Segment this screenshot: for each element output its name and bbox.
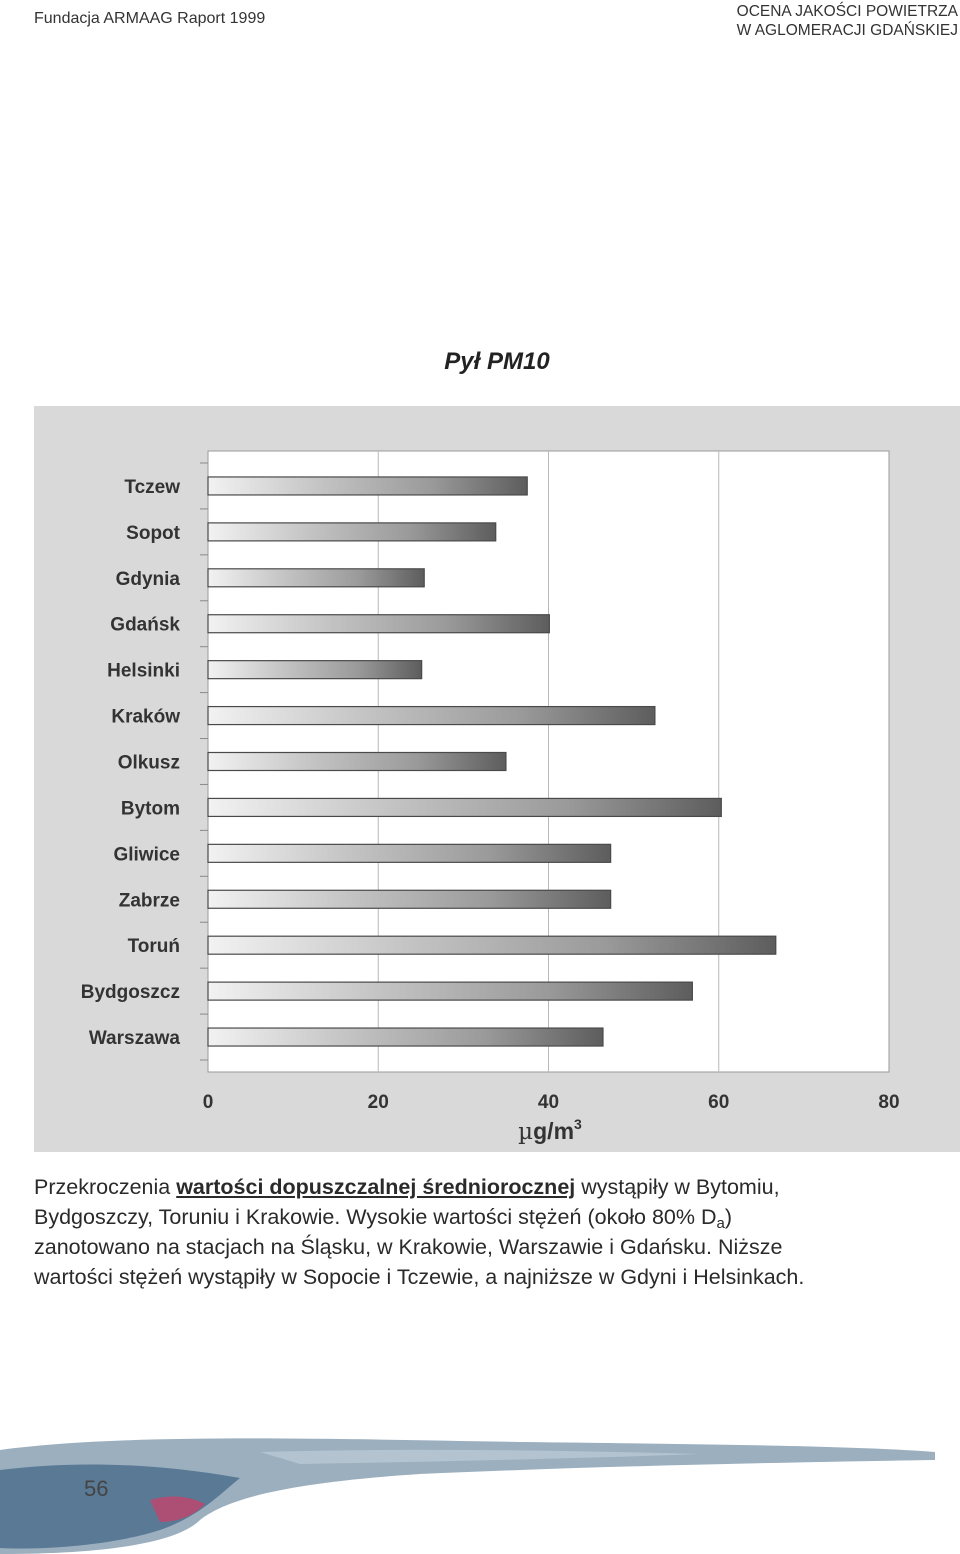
subscript-a: a xyxy=(716,1215,725,1232)
category-label: Gliwice xyxy=(113,844,180,866)
category-label: Bytom xyxy=(120,798,180,820)
bar-kraków xyxy=(208,707,655,725)
bar-gdynia xyxy=(208,569,424,587)
term-annual-limit: wartości dopuszczalnej średniorocznej xyxy=(176,1175,576,1199)
category-label: Warszawa xyxy=(88,1028,180,1050)
bar-bytom xyxy=(208,798,721,816)
x-tick-label: 20 xyxy=(367,1092,389,1113)
header-right-line-1: OCENA JAKOŚCI POWIETRZA xyxy=(736,3,958,20)
category-label: Bydgoszcz xyxy=(80,982,180,1004)
pm10-bar-chart xyxy=(34,406,960,1152)
category-label: Toruń xyxy=(127,936,180,958)
bar-helsinki xyxy=(208,661,422,679)
x-axis-label-unit: g/m xyxy=(533,1118,575,1144)
chart-panel xyxy=(34,406,960,1152)
x-tick-label: 80 xyxy=(878,1092,900,1113)
footer-decoration xyxy=(0,1430,960,1554)
line-1-start: Przekroczenia xyxy=(34,1175,177,1199)
category-label: Olkusz xyxy=(117,752,180,774)
category-label: Gdańsk xyxy=(110,614,180,636)
x-tick-label: 0 xyxy=(202,1092,214,1113)
bar-olkusz xyxy=(208,753,506,771)
category-label: Kraków xyxy=(111,706,180,728)
bar-gliwice xyxy=(208,844,611,862)
x-tick-label: 40 xyxy=(537,1092,560,1113)
paragraph-line-4: wartości stężeń wystąpiły w Sopocie i Tczewie, a najniższe w Gdyni i Helsinkach. xyxy=(34,1265,805,1289)
category-label: Helsinki xyxy=(107,660,180,682)
bar-sopot xyxy=(208,523,496,541)
page-number: 56 xyxy=(84,1476,109,1501)
report-header-right xyxy=(737,2,958,40)
bar-tczew xyxy=(208,477,527,495)
chart-title: Pył PM10 xyxy=(444,348,550,375)
bar-warszawa xyxy=(208,1028,603,1046)
x-axis-label-sup: 3 xyxy=(574,1116,582,1132)
paragraph-line-3: zanotowano na stacjach na Śląsku, w Krakowie, Warszawie i Gdańsku. Niższe xyxy=(34,1235,783,1259)
paragraph-line-1 xyxy=(34,1172,958,1202)
paragraph-line-2 xyxy=(34,1202,958,1232)
bar-bydgoszcz xyxy=(208,982,692,1000)
header-right-line-2: W AGLOMERACJI GDAŃSKIEJ xyxy=(736,22,958,39)
bar-gdańsk xyxy=(208,615,549,633)
line-2-start: Bydgoszczy, Toruniu i Krakowie. Wysokie wartości stężeń (około 80% D xyxy=(34,1205,717,1229)
category-label: Gdynia xyxy=(115,568,180,590)
x-tick-label: 60 xyxy=(708,1092,730,1113)
bar-toruń xyxy=(208,936,776,954)
report-header-left: Fundacja ARMAAG Raport 1999 xyxy=(34,10,266,27)
x-axis-label-mu: µ xyxy=(518,1119,534,1145)
category-label: Zabrze xyxy=(118,890,180,912)
category-label: Sopot xyxy=(126,522,180,544)
line-1-end: wystąpiły w Bytomiu, xyxy=(575,1175,780,1199)
x-axis-label xyxy=(518,1116,582,1145)
category-labels xyxy=(81,477,181,1049)
body-paragraph xyxy=(34,1172,958,1292)
bar-zabrze xyxy=(208,890,611,908)
line-2-end: ) xyxy=(724,1205,733,1229)
x-tick-labels xyxy=(203,1092,900,1113)
category-label: Tczew xyxy=(124,476,180,498)
